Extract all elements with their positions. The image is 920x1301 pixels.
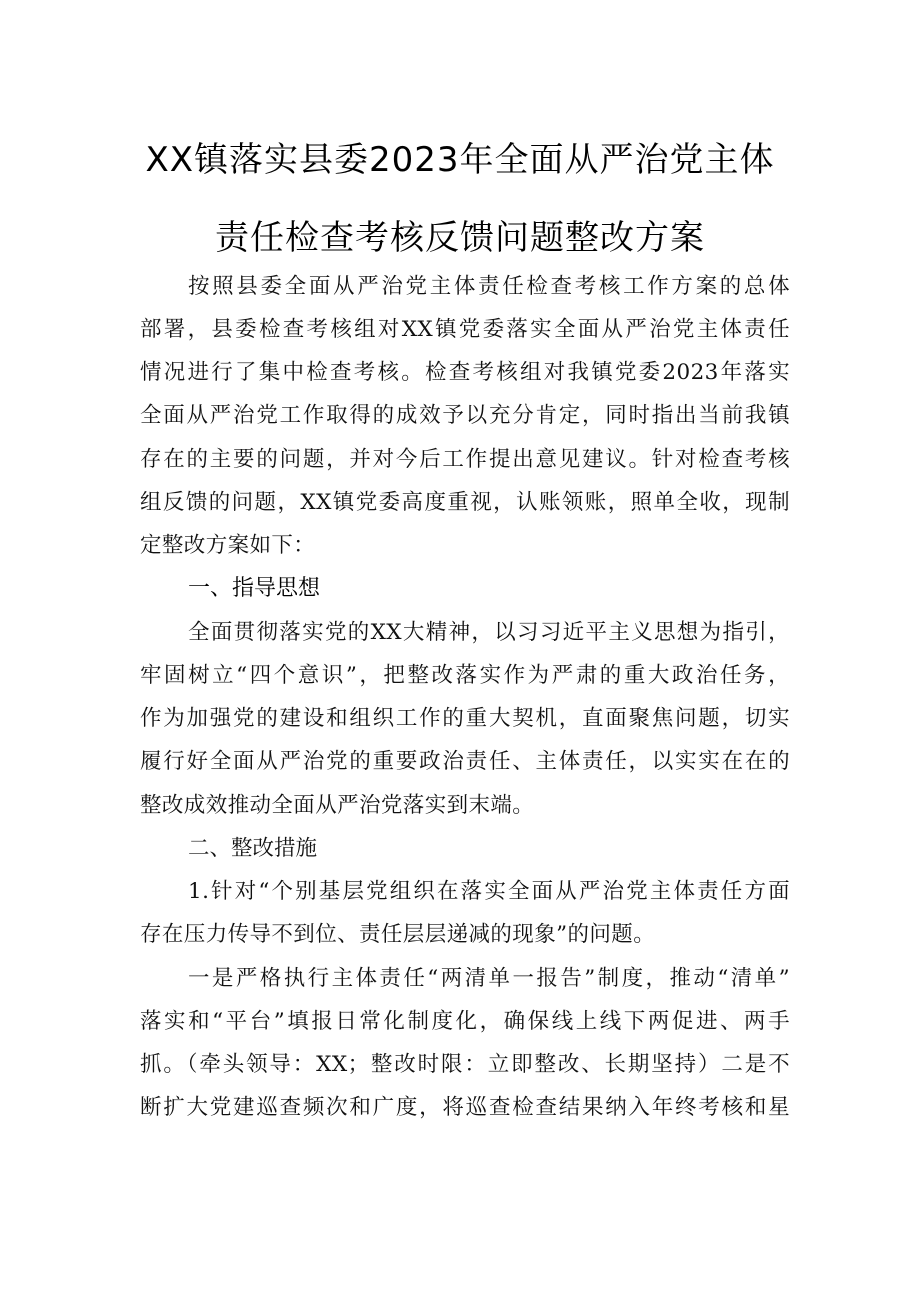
measure-line: 落实和“平台”填报日常化制度化，确保线上线下两促进、两手 [140,1009,790,1034]
section-1-line: 全面贯彻落实党的XX大精神，以习习近平主义思想为指引， [188,620,790,645]
intro-line: 定整改方案如下： [140,533,316,558]
section-1-line: 作为加强党的建设和组织工作的重大契机，直面聚焦问题，切实 [140,706,790,731]
measure-line: 一是严格执行主体责任“两清单一报告”制度，推动“清单” [188,966,790,991]
document-title-line-2: 责任检查考核反馈问题整改方案 [215,218,705,258]
document-title-line-1: XX镇落实县委2023年全面从严治党主体 [145,140,775,180]
intro-line: 按照县委全面从严治党主体责任检查考核工作方案的总体 [188,274,790,299]
intro-line: 情况进行了集中检查考核。检查考核组对我镇党委2023年落实 [140,360,790,385]
intro-line: 部署，县委检查考核组对XX镇党委落实全面从严治党主体责任 [140,317,790,342]
intro-line: 全面从严治党工作取得的成效予以充分肯定，同时指出当前我镇 [140,403,790,428]
item-1-line: 存在压力传导不到位、责任层层递减的现象”的问题。 [140,922,656,947]
section-1-line: 整改成效推动全面从严治党落实到末端。 [140,793,535,818]
measure-line: 抓。（牵头领导：XX；整改时限：立即整改、长期坚持）二是不 [140,1052,790,1077]
section-1-heading: 一、指导思想 [188,576,321,601]
intro-line: 组反馈的问题，XX镇党委高度重视，认账领账，照单全收，现制 [140,490,790,515]
section-1-line: 履行好全面从严治党的重要政治责任、主体责任，以实实在在的 [140,749,790,774]
section-1-line: 牢固树立“四个意识”，把整改落实作为严肃的重大政治任务， [140,663,790,688]
measure-line: 断扩大党建巡查频次和广度，将巡查检查结果纳入年终考核和星 [140,1095,790,1120]
section-2-heading: 二、整改措施 [188,836,318,861]
item-1-line: 1.针对“个别基层党组织在落实全面从严治党主体责任方面 [188,879,790,904]
intro-line: 存在的主要的问题，并对今后工作提出意见建议。针对检查考核 [140,447,790,472]
